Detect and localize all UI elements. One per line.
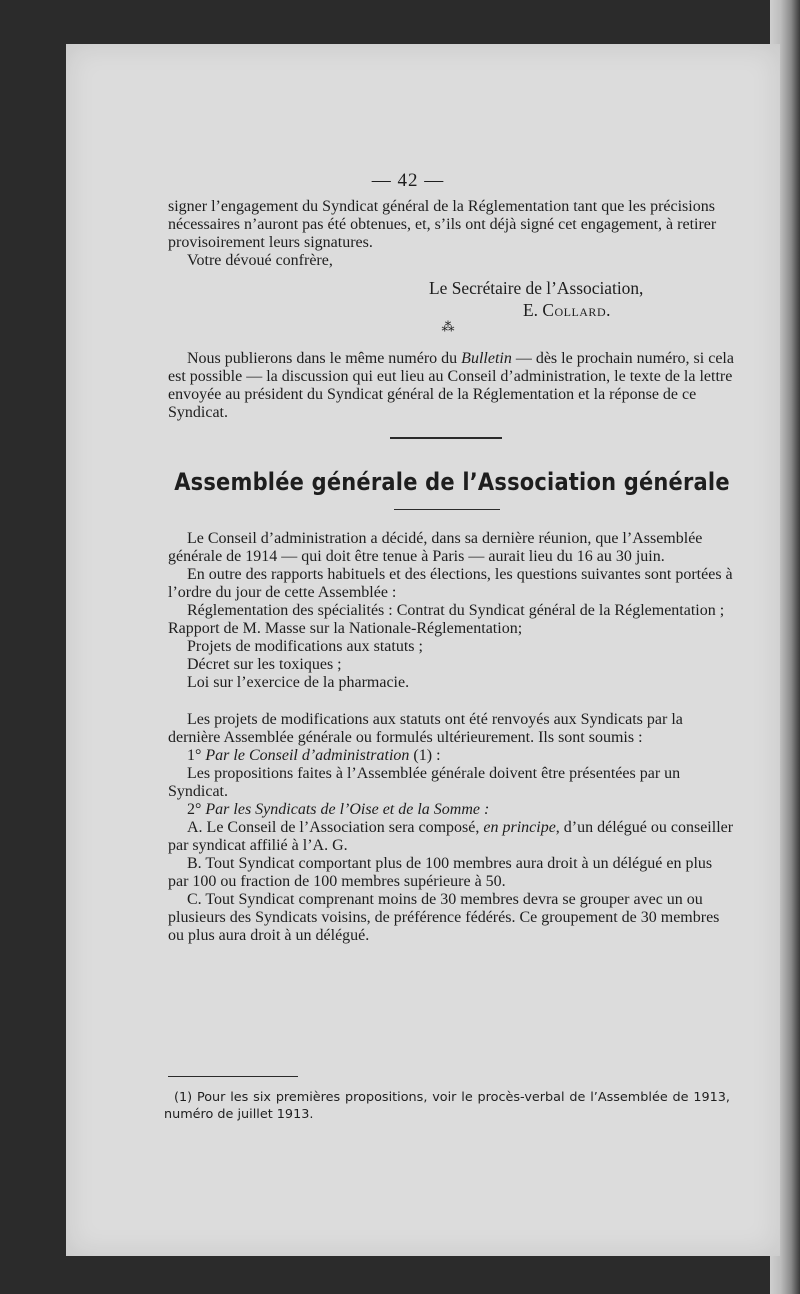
- assembly-body: [168, 530, 736, 945]
- signature-title: Le Secrétaire de l’Association,: [429, 278, 644, 298]
- proposals-heading-1: [168, 747, 736, 765]
- proposals-heading-1-note: (1) :: [409, 747, 441, 764]
- footnote-divider: [168, 1076, 298, 1077]
- proposals-heading-2-number: 2°: [187, 801, 206, 818]
- proposal-c: C. Tout Syndicat comprenant moins de 30 membres devra se grouper avec un ou plusieurs des Syndicats voisins, de préférence fédérés. Ce groupement de 30 membres ou plus aura droit à un délégué.: [168, 891, 720, 944]
- proposal-a-italic: en principe: [483, 819, 556, 836]
- agenda-item-3: Décret sur les toxiques ;: [187, 656, 342, 673]
- proposals-heading-1-title: Par le Conseil d’administration: [205, 747, 410, 764]
- page-number: — 42 —: [371, 170, 445, 191]
- spacer: [168, 692, 736, 711]
- footnote-text: (1) Pour les six premières propositions, voir le procès-verbal de l’Assemblée de 1913, numéro de juillet 1913.: [164, 1090, 730, 1122]
- signature-surname: Collard.: [542, 300, 611, 320]
- section-heading: Assemblée générale de l’Association générale: [174, 468, 730, 496]
- proposals-heading-2: [168, 801, 736, 819]
- footnote: [164, 1089, 730, 1123]
- bulletin-paragraph: [168, 350, 736, 422]
- bulletin-italic-title: Bulletin: [461, 350, 512, 367]
- proposals-heading-1-number: 1°: [187, 747, 206, 764]
- proposals-1-text: Les propositions faites à l’Assemblée générale doivent être présentées par un Syndicat.: [168, 765, 681, 800]
- proposal-a-before: A. Le Conseil de l’Association sera composé,: [187, 819, 484, 836]
- assembly-paragraph-3: Les projets de modifications aux statuts ont été renvoyés aux Syndicats par la dernière Assemblée générale ou formulés ultérieurement. Ils sont soumis :: [168, 711, 683, 746]
- opening-paragraph: signer l’engagement du Syndicat général de la Réglementation tant que les précisions nécessaires n’auront pas été obtenues, et, s’ils ont déjà signé cet engagement, à retirer provisoirement leurs signatures.: [168, 198, 717, 251]
- proposal-a: [168, 819, 736, 855]
- proposal-a-after: , d’un délégué ou conseiller par syndicat affilié à l’A. G.: [168, 819, 734, 854]
- bulletin-paragraph-block: [168, 350, 736, 422]
- assembly-paragraph-1: Le Conseil d’administration a décidé, dans sa dernière réunion, que l’Assemblée générale de 1914 — qui doit être tenue à Paris — aurait lieu du 16 au 30 juin.: [168, 530, 703, 565]
- agenda-item-2: Projets de modifications aux statuts ;: [187, 638, 423, 655]
- signature-initial: E.: [523, 300, 538, 320]
- closing-line: Votre dévoué confrère,: [187, 252, 333, 269]
- section-divider-top: [390, 437, 502, 439]
- bulletin-text-before: Nous publierons dans le même numéro du: [187, 350, 462, 367]
- signature-name: [523, 300, 611, 321]
- opening-paragraph-block: [168, 198, 736, 270]
- agenda-item-4: Loi sur l’exercice de la pharmacie.: [187, 674, 410, 691]
- proposal-b: B. Tout Syndicat comportant plus de 100 membres aura droit à un délégué en plus par 100 ou fraction de 100 membres supérieure à 50.: [168, 855, 713, 890]
- proposals-heading-2-title: Par les Syndicats de l’Oise et de la Somme :: [205, 801, 490, 818]
- section-divider-bottom: [394, 509, 500, 510]
- asterism-separator: ⁂: [441, 319, 455, 334]
- agenda-item-1: Réglementation des spécialités : Contrat du Syndicat général de la Réglementation ; Rapport de M. Masse sur la Nationale-Réglementation;: [168, 602, 725, 637]
- bulletin-text-after: — dès le prochain numéro, si cela est possible — la discussion qui eut lieu au Conseil d’administration, le texte de la lettre envoyée au président du Syndicat général de la Réglementation et la réponse de ce Syndicat.: [168, 350, 734, 421]
- assembly-paragraph-2: En outre des rapports habituels et des élections, les questions suivantes sont portées à l’ordre du jour de cette Assemblée :: [168, 566, 733, 601]
